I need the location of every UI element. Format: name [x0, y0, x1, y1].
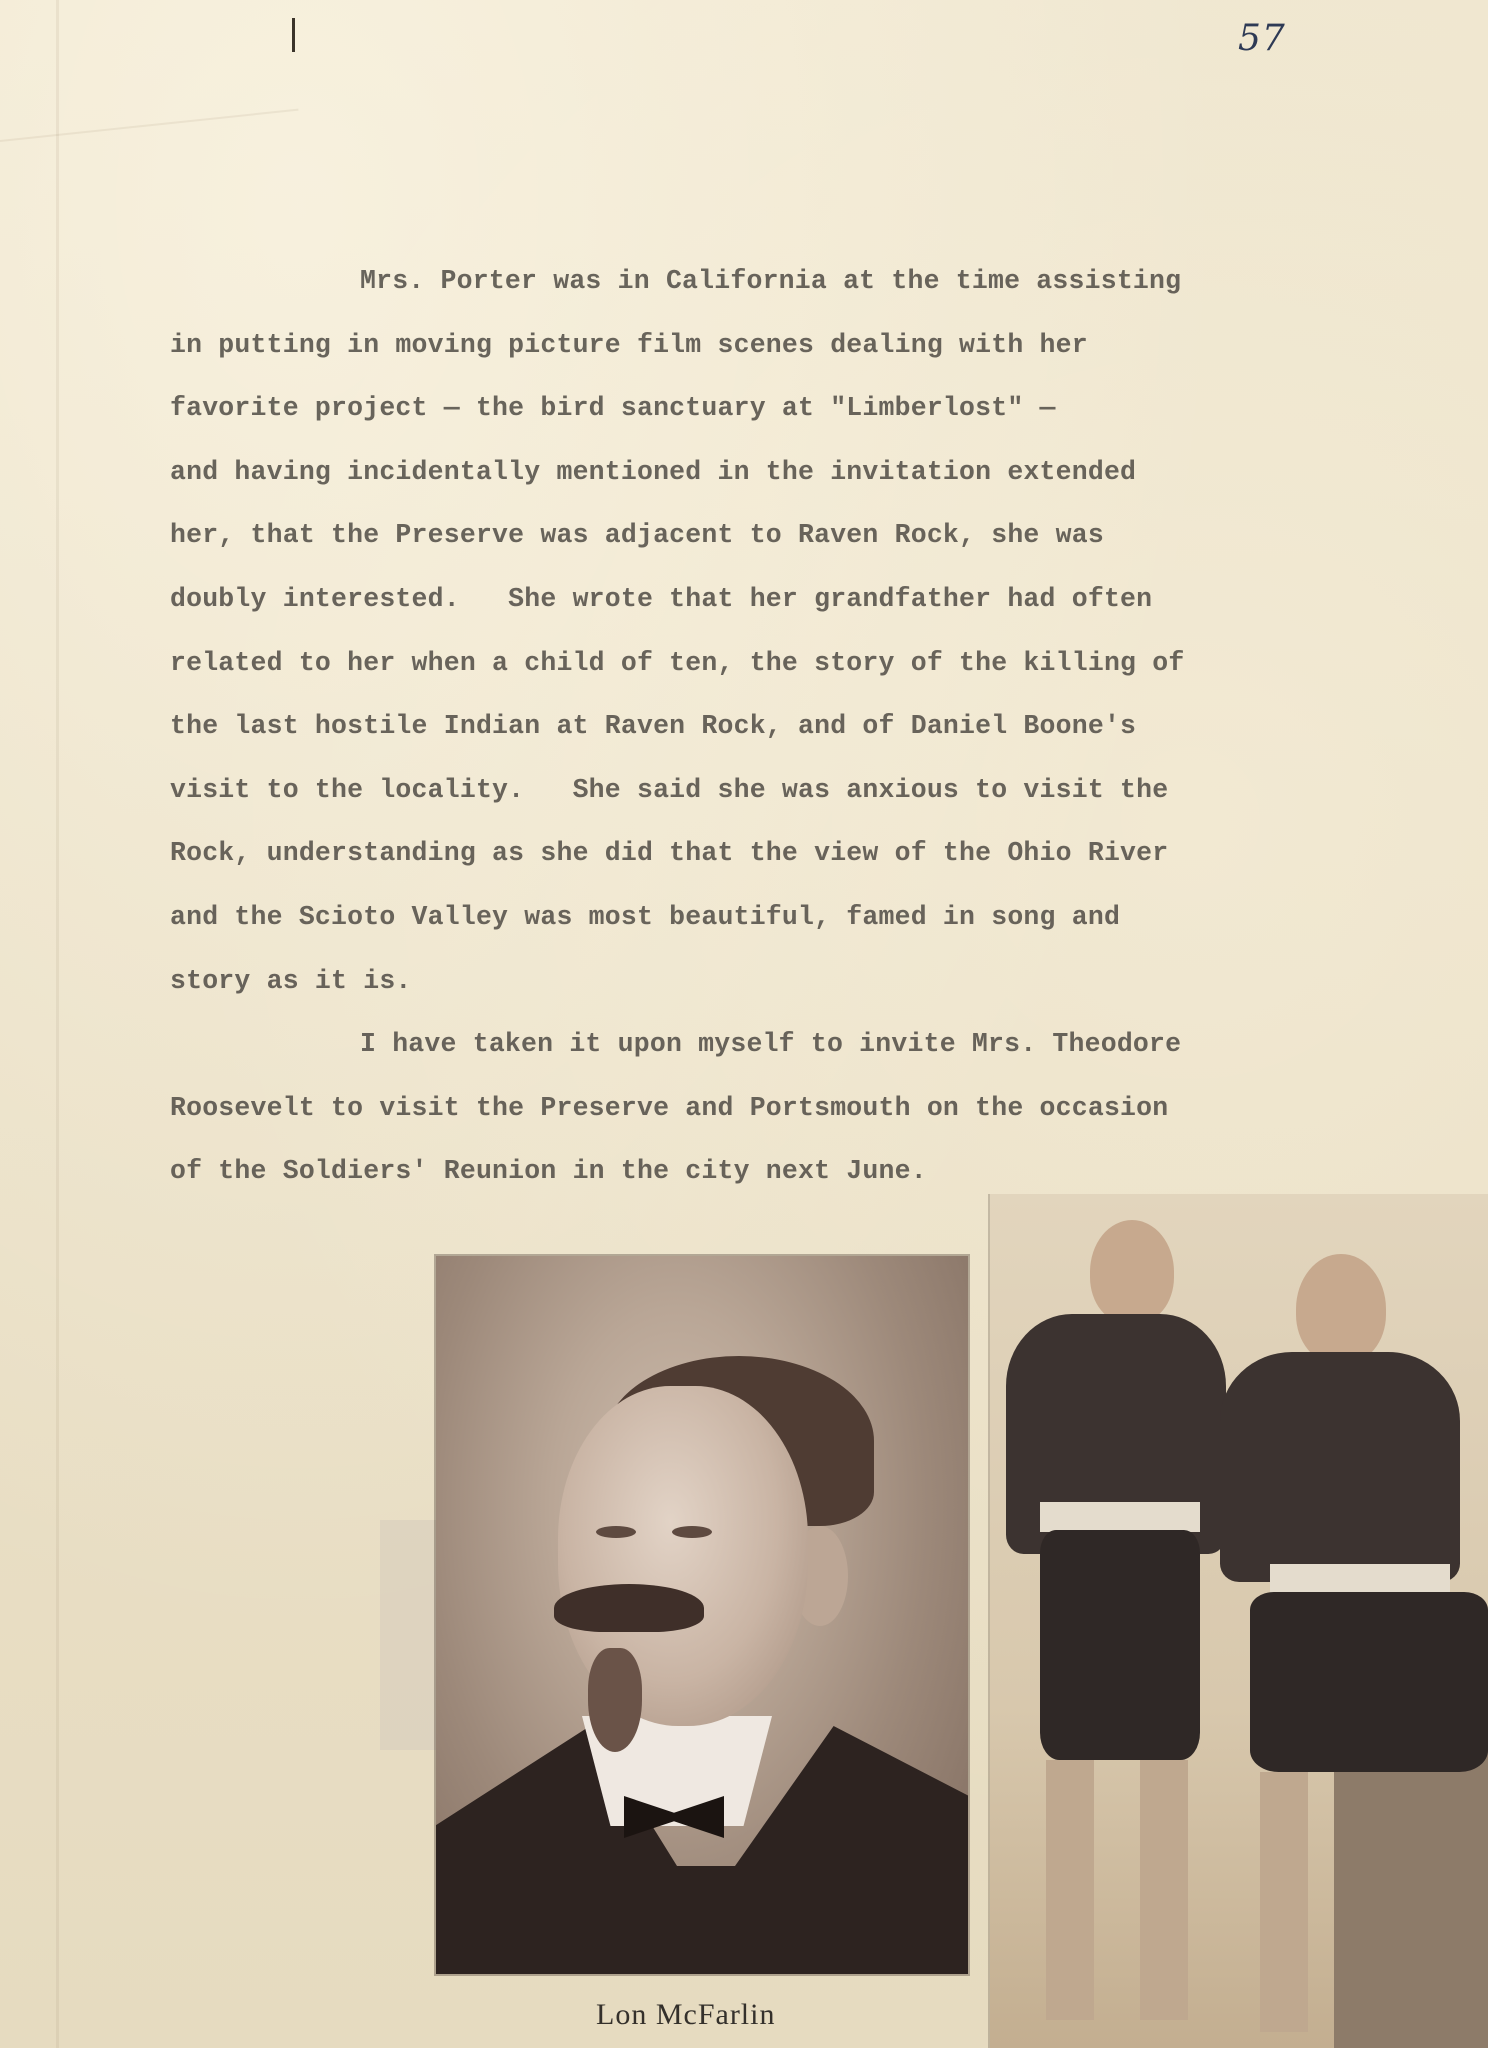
- typed-line: favorite project — the bird sanctuary at "Limberlost" —: [170, 393, 1056, 424]
- player-leg: [1260, 1772, 1308, 2032]
- typed-line: the last hostile Indian at Raven Rock, and of Daniel Boone's: [170, 711, 1137, 742]
- portrait-eye: [596, 1526, 636, 1538]
- typed-line: doubly interested. She wrote that her grandfather had often: [170, 583, 1153, 614]
- photo-pedestal: [1334, 1742, 1488, 2048]
- player-head: [1090, 1220, 1174, 1324]
- portrait-mustache: [554, 1584, 704, 1632]
- portrait-photo: [436, 1256, 968, 1974]
- paper-fold-vertical: [56, 0, 59, 2048]
- margin-tick-mark: [292, 18, 295, 52]
- typed-line: and having incidentally mentioned in the invitation extended: [170, 456, 1137, 487]
- baseball-players-photo: [990, 1194, 1488, 2048]
- player-leg: [1046, 1760, 1094, 2020]
- player-leg: [1140, 1760, 1188, 2020]
- player-pants: [1040, 1530, 1200, 1760]
- paper-crease: [0, 109, 298, 142]
- typed-line: her, that the Preserve was adjacent to Raven Rock, she was: [170, 520, 1104, 551]
- typed-line: Mrs. Porter was in California at the time assisting: [360, 266, 1182, 296]
- player-belt: [1040, 1502, 1200, 1532]
- portrait-goatee: [588, 1648, 642, 1752]
- bleed-through-mark: [380, 1520, 440, 1750]
- typed-text-block: [170, 250, 1370, 1204]
- typed-line: Rock, understanding as she did that the view of the Ohio River: [170, 838, 1169, 869]
- typed-line: story as it is.: [170, 965, 412, 996]
- typed-line: and the Scioto Valley was most beautiful, famed in song and: [170, 901, 1121, 932]
- typed-line: of the Soldiers' Reunion in the city next June.: [170, 1156, 927, 1187]
- portrait-eye: [672, 1526, 712, 1538]
- player-pants: [1250, 1592, 1488, 1772]
- page-number: 57: [1238, 18, 1286, 59]
- typed-line: Roosevelt to visit the Preserve and Portsmouth on the occasion: [170, 1092, 1169, 1123]
- player-belt: [1270, 1564, 1450, 1594]
- player-head: [1296, 1254, 1386, 1364]
- typed-line: visit to the locality. She said she was anxious to visit the: [170, 774, 1169, 805]
- portrait-caption: Lon McFarlin: [596, 1998, 776, 2031]
- typed-line: in putting in moving picture film scenes dealing with her: [170, 329, 1088, 360]
- typed-line: I have taken it upon myself to invite Mrs. Theodore: [360, 1029, 1182, 1060]
- player-jersey: [1220, 1352, 1460, 1582]
- typed-line: related to her when a child of ten, the story of the killing of: [170, 647, 1185, 678]
